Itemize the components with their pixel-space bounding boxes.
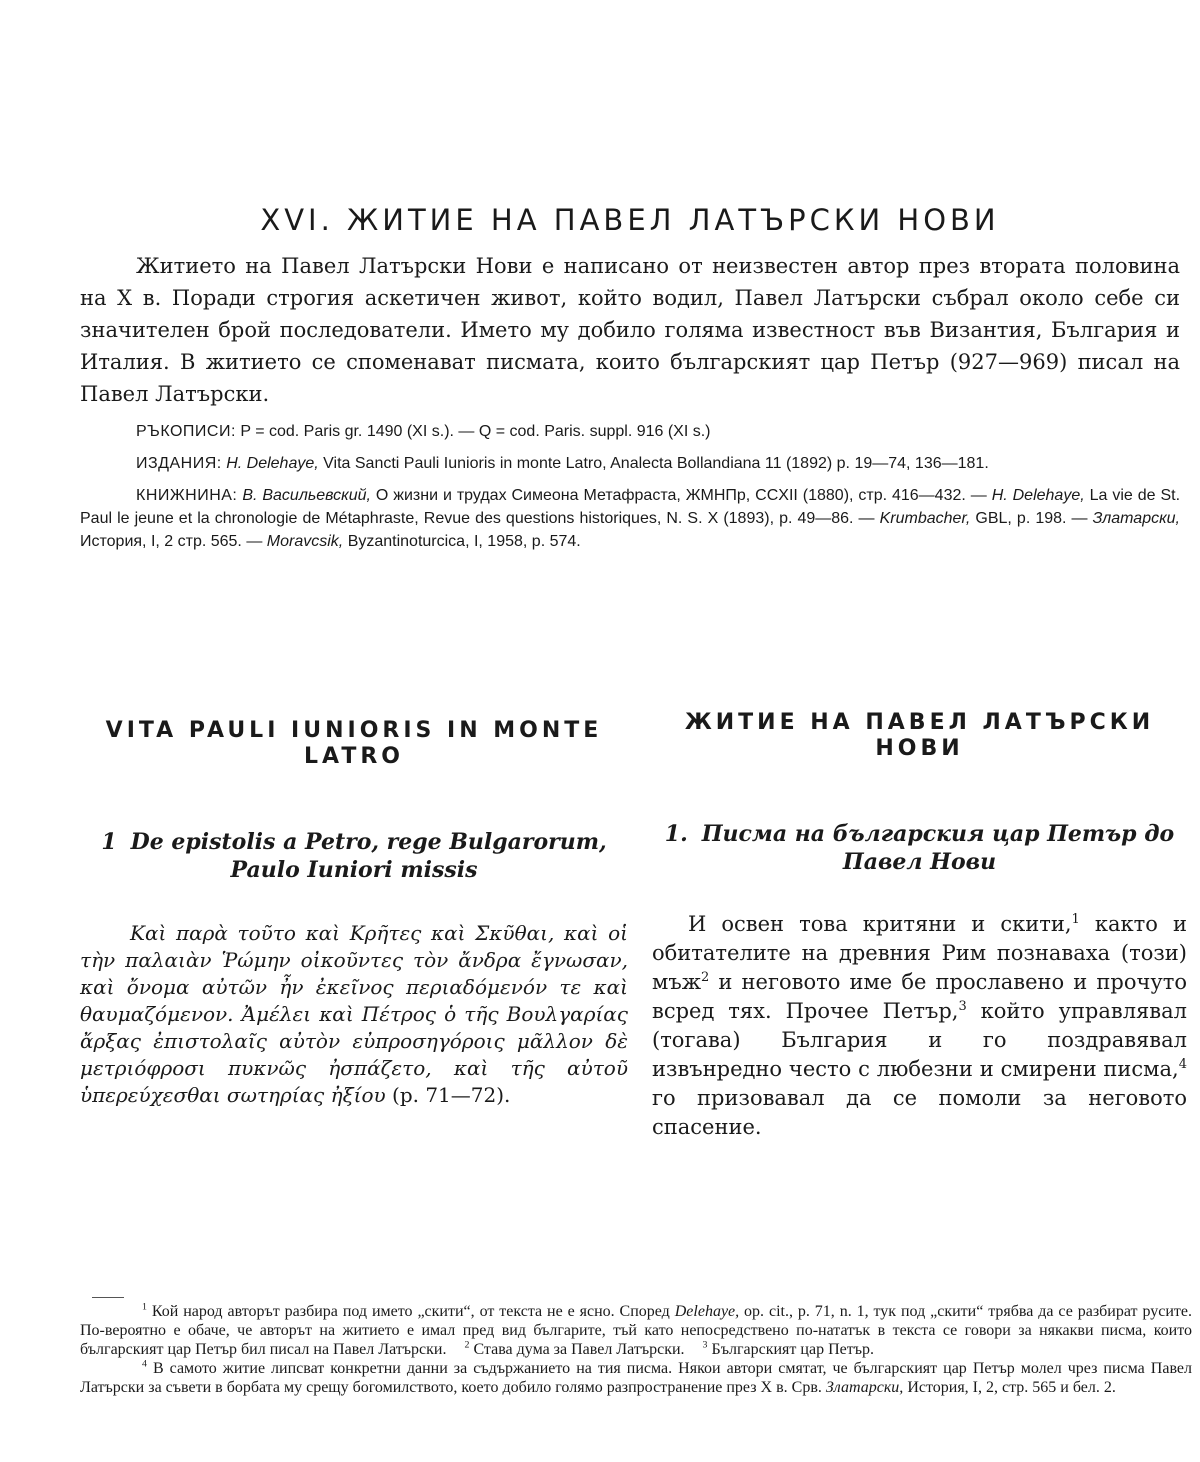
literature-text: La vie de St. Paul le jeune et la chronologie de Métaphraste, Revue des questions historiques, N. S. X (1893), p. 49—86. — [80,487,1181,527]
translation-text: И освен това критяни и скити, [688,912,1072,936]
footnote-marker: 1 [1071,912,1080,927]
footnote-text: В самото житие липсват конкретни данни за съдържанието на тия писма. Някои автори смятат, че българският цар Петър молел чрез писма Павел Латърски за съвети в борбата му срещу богомилството, което добило голямо разпространение през X в. Срв. [80,1360,1192,1396]
manuscripts-label: РЪКОПИСИ: [136,423,236,440]
literature-author: H. Delehaye, [991,487,1085,504]
footnote-1-3 [80,1302,1192,1359]
translation-text: го призовавал да се помоли за неговото спасение. [652,1086,1187,1139]
bulgarian-section-title: Писма на българския цар Петър до Павел Нови [701,821,1175,875]
bulgarian-section-heading [652,820,1187,876]
editions-entry [80,452,1180,475]
greek-text [80,920,628,1109]
intro-paragraph: Житието на Павел Латърски Нови е написано от неизвестен автор през втората половина на X в. Поради строгия аскетичен живот, който водил, Павел Латърски събрал около себе си значителен брой последователи. Името му добило голяма известност във Византия, България и Италия. В житието се споменават писмата, които българският цар Петър (927—969) писал на Павел Латърски. [80,254,1180,406]
literature-text: GBL, p. 198. — [975,510,1088,527]
footnotes-section [80,1302,1192,1397]
latin-section-heading [80,828,628,884]
bulgarian-column [652,710,1187,1142]
literature-text: История, I, 2 стр. 565. — [80,533,263,550]
footnote-number: 1 [142,1301,147,1313]
bulgarian-translation [652,910,1187,1142]
latin-title: VITA PAULI IUNIORIS IN MONTE LATRO [105,718,603,769]
footnote-number: 3 [702,1339,708,1351]
literature-author: Златарски, [1092,510,1180,527]
footnote-text: Българският цар Петър. [707,1341,874,1358]
footnote-4 [80,1359,1192,1397]
translation-text: както и обитателите на древния Рим познаваха (този) мъж [652,912,1187,994]
latin-greek-column [80,718,628,1109]
footnote-author: Златарски, [825,1379,904,1396]
editions-text: Vita Sancti Pauli Iunioris in monte Latro, Analecta Bollandiana 11 (1892) p. 19—74, 136—181. [323,455,989,472]
literature-author: Krumbacher, [879,510,971,527]
chapter-title: XVI. ЖИТИЕ НА ПАВЕЛ ЛАТЪРСКИ НОВИ [260,203,1000,238]
translation-text: който управлявал (тогава) България и го поздравявал извънредно често с любезни и смирени писма, [652,999,1187,1081]
literature-label: КНИЖНИНА: [136,487,238,504]
footnote-text: op. cit., p. 71, n. 1, тук под „скити“ трябва да се разбират русите. По-вероятно е обаче, че авторът на житието е имал пред вид българите, тъй като непосредствено по-нататък в текста се говори за някакви писма, които българският цар Петър бил писал на Павел Латърски. [80,1303,1193,1358]
footnote-marker: 2 [701,970,710,985]
literature-author: Moravcsik, [266,533,344,550]
literature-author: В. Васильевский, [242,487,371,504]
literature-text: О жизни и трудах Симеона Метафраста, ЖМНПр, CCXII (1880), стр. 416—432. — [375,487,987,504]
footnote-divider [92,1297,124,1298]
literature-text: Byzantinoturcica, I, 1958, p. 574. [347,533,581,550]
footnote-text: Става дума за Павел Латърски. [469,1341,685,1358]
bulgarian-title: ЖИТИЕ НА ПАВЕЛ ЛАТЪРСКИ НОВИ [684,710,1155,761]
greek-passage: Καὶ παρὰ τοῦτο καὶ Κρῆτες καὶ Σκῦθαι, καὶ οἱ τὴν παλαιὰν Ῥώμην οἰκοῦντες τὸν ἄνδρα ἔγνωσαν, καὶ ὄνομα αὐτῶν ἦν ἐκεῖνος περιαδόμενόν τε καὶ θαυμαζόμενον. Ἀμέλει καὶ Πέτρος ὁ τῆς Βουλγαρίας ἄρξας ἐπιστολαῖς αὐτὸν εὐπροσηγόροις μᾶλλον δὲ μετριόφροσι πυκνῶς ἠσπάζετο, καὶ τῆς αὐτοῦ ὑπερεύχεσθαι σωτηρίας ἠξίου [80,921,628,1107]
bulgarian-section-number: 1. [664,821,688,847]
latin-section-title: De epistolis a Petro, rege Bulgarorum, Paulo Iuniori missis [130,829,607,883]
latin-section-number: 1 [101,829,117,855]
literature-entry [80,484,1180,553]
footnote-marker: 3 [958,999,967,1014]
footnote-number: 2 [464,1339,470,1351]
page-reference: (p. 71—72). [392,1083,511,1107]
footnote-number: 4 [142,1358,147,1370]
intro-section [80,250,1180,410]
footnote-author: Delehaye, [674,1303,740,1320]
editions-author: H. Delehaye, [226,455,319,472]
manuscripts-entry [80,420,1180,443]
manuscripts-text: P = cod. Paris gr. 1490 (XI s.). — Q = cod. Paris. suppl. 916 (XI s.) [240,423,711,440]
translation-text: и неговото име бе прославено и прочуто всред тях. Прочее Петър, [652,970,1187,1023]
footnote-text: История, I, 2, стр. 565 и бел. 2. [903,1379,1116,1396]
editions-label: ИЗДАНИЯ: [136,455,222,472]
footnote-marker: 4 [1178,1057,1187,1072]
references-section [80,420,1180,562]
footnote-text: Кой народ авторът разбира под името „скити“, от текста не е ясно. Според [146,1303,675,1320]
